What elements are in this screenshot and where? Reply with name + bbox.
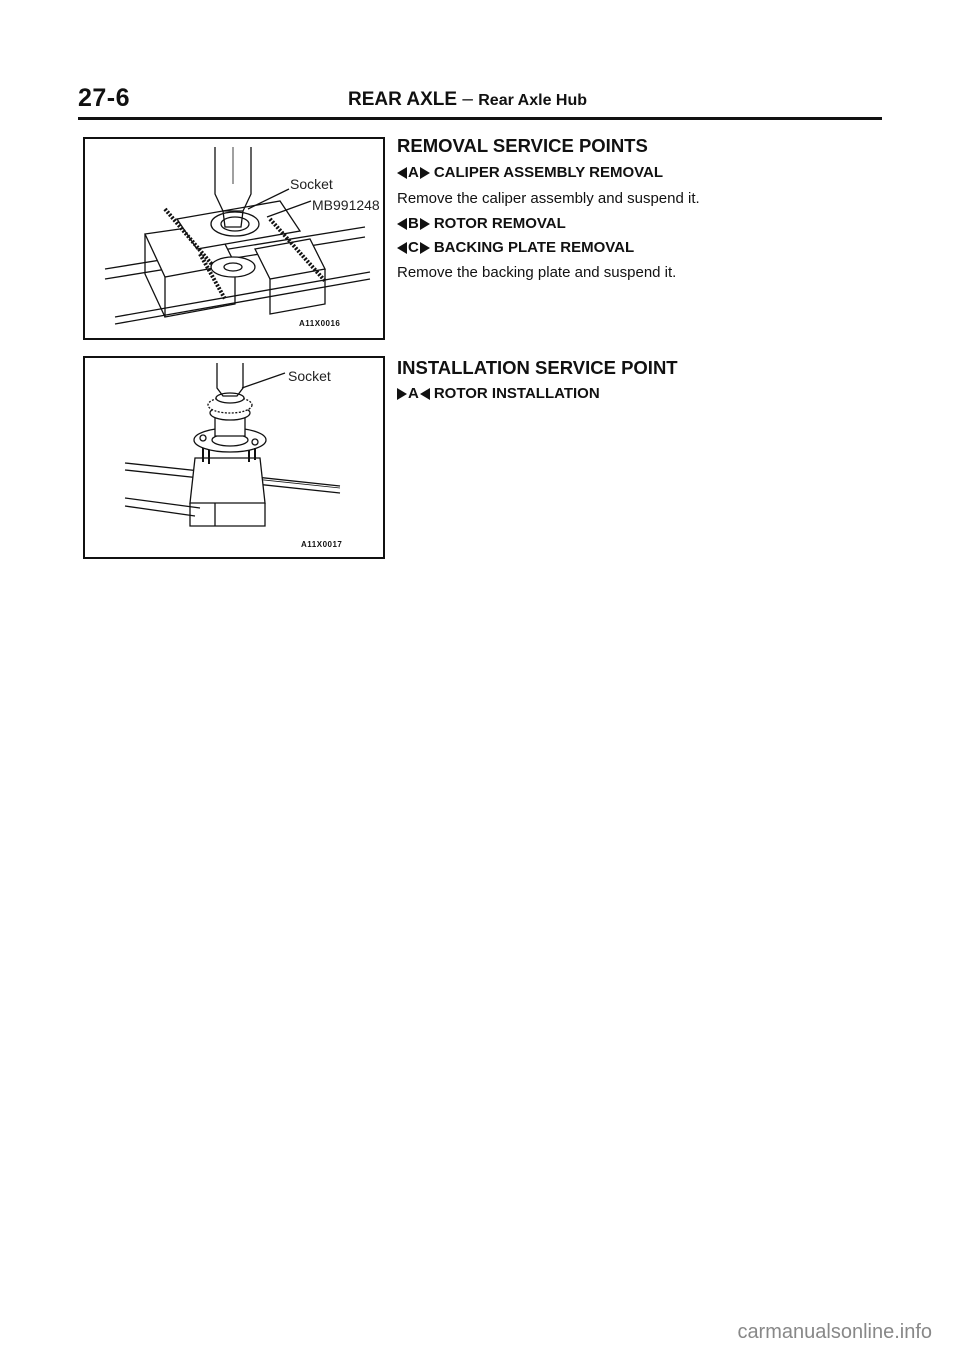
watermark: carmanualsonline.info xyxy=(737,1321,932,1343)
removal-item-title: BACKING PLATE REMOVAL xyxy=(433,239,635,256)
removal-item-title: ROTOR REMOVAL xyxy=(433,215,566,232)
figure-code: A11X0016 xyxy=(299,319,341,328)
installation-marker-icon: A xyxy=(397,385,430,402)
removal-marker-icon: B xyxy=(397,215,430,232)
label-socket: Socket xyxy=(290,176,333,192)
installation-item-a xyxy=(397,385,600,402)
label-special-tool: MB991248 xyxy=(312,197,380,213)
removal-marker-icon: C xyxy=(397,239,430,256)
page-header xyxy=(78,80,882,120)
section-title xyxy=(348,89,587,111)
removal-marker-icon: A xyxy=(397,164,430,181)
removal-item-c xyxy=(397,239,634,256)
removal-item-b xyxy=(397,215,566,232)
figure-code: A11X0017 xyxy=(301,540,343,549)
page-number: 27-6 xyxy=(78,84,131,112)
removal-item-text: Remove the caliper assembly and suspend it. xyxy=(397,190,700,207)
title-separator: – xyxy=(462,89,473,110)
section-name: REAR AXLE xyxy=(348,89,458,110)
removal-item-title: CALIPER ASSEMBLY REMOVAL xyxy=(433,164,664,181)
installation-item-title: ROTOR INSTALLATION xyxy=(433,385,600,402)
removal-item-a xyxy=(397,164,663,181)
label-socket: Socket xyxy=(288,368,331,384)
illustration-hub-install xyxy=(85,358,383,557)
illustration-hub-press xyxy=(85,139,383,338)
removal-item-text: Remove the backing plate and suspend it. xyxy=(397,264,677,281)
removal-heading: REMOVAL SERVICE POINTS xyxy=(397,135,648,156)
subsection-name: Rear Axle Hub xyxy=(478,92,588,109)
figure-socket-tool-removal xyxy=(83,137,385,340)
header-rule xyxy=(78,117,882,120)
figure-socket-installation xyxy=(83,356,385,559)
installation-heading: INSTALLATION SERVICE POINT xyxy=(397,357,678,378)
